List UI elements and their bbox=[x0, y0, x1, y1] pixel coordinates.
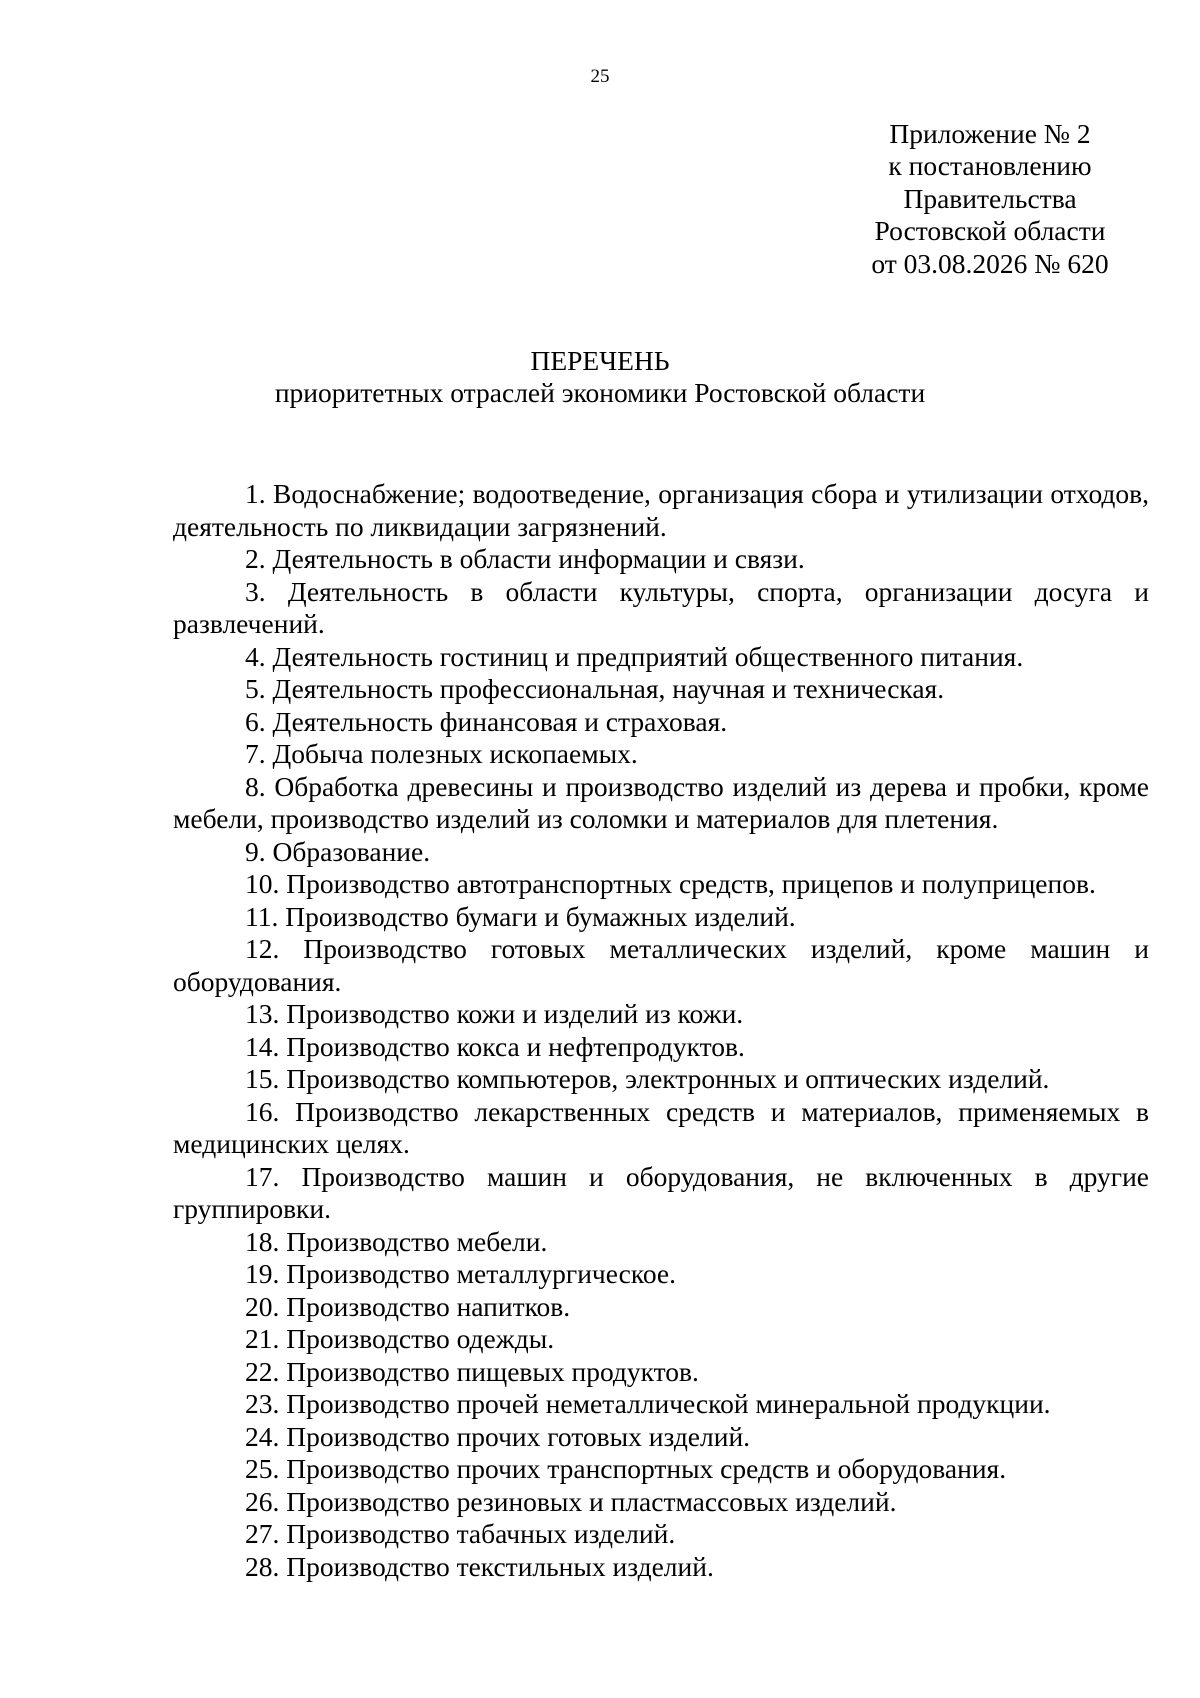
list-item-number: 28. bbox=[245, 1550, 280, 1582]
list-item-text: Производство прочей неметаллической минеральной продукции. bbox=[286, 1388, 1051, 1419]
annex-line: Ростовской области bbox=[874, 215, 1106, 247]
list-item-number: 23. bbox=[245, 1388, 280, 1419]
list-item bbox=[173, 998, 1149, 1031]
list-item-text: Производство компьютеров, электронных и оптических изделий. bbox=[286, 1063, 1050, 1094]
list-item-text: Производство текстильных изделий. bbox=[286, 1550, 714, 1582]
list-item-text: Производство готовых металлических изделий, кроме машин и оборудования. bbox=[173, 933, 1150, 997]
list-item bbox=[173, 1551, 1149, 1584]
list-item bbox=[173, 576, 1149, 641]
list-item bbox=[173, 1356, 1149, 1389]
list-item-text: Производство металлургическое. bbox=[286, 1258, 676, 1289]
list-item-number: 19. bbox=[245, 1258, 280, 1289]
list-item-text: Производство машин и оборудования, не включенных в другие группировки. bbox=[173, 1160, 1149, 1224]
list-item bbox=[173, 738, 1149, 771]
list-item-number: 24. bbox=[245, 1420, 280, 1452]
list-item-text: Производство лекарственных средств и материалов, применяемых в медицинских целях. bbox=[173, 1095, 1149, 1159]
list-item bbox=[173, 1258, 1149, 1291]
list-item-text: Производство табачных изделий. bbox=[286, 1518, 676, 1549]
list-item-text: Деятельность в области информации и связи. bbox=[272, 543, 805, 574]
list-item-text: Деятельность профессиональная, научная и техническая. bbox=[272, 673, 945, 704]
list-item-number: 14. bbox=[245, 1030, 280, 1062]
document-title: ПЕРЕЧЕНЬ bbox=[530, 345, 670, 376]
list-item-number: 10. bbox=[245, 868, 280, 899]
list-item-text: Производство резиновых и пластмассовых изделий. bbox=[286, 1485, 897, 1517]
list-item-text: Производство бумаги и бумажных изделий. bbox=[285, 900, 796, 932]
annex-line: от 03.08.2026 № 620 bbox=[871, 247, 1109, 279]
document-title-block bbox=[0, 345, 1200, 410]
list-item-text: Деятельность гостиниц и предприятий общественного питания. bbox=[272, 640, 1024, 672]
list-item-number: 15. bbox=[245, 1063, 280, 1094]
list-item-text: Деятельность в области культуры, спорта, организации досуга и развлечений. bbox=[173, 575, 1150, 639]
list-item-number: 27. bbox=[245, 1518, 280, 1549]
annex-line: к постановлению bbox=[888, 150, 1092, 182]
list-item bbox=[173, 1063, 1149, 1096]
list-item bbox=[173, 673, 1149, 706]
list-item bbox=[173, 543, 1149, 576]
list-item-number: 4. bbox=[245, 640, 266, 672]
annex-header bbox=[840, 118, 1140, 280]
list-item bbox=[173, 1453, 1149, 1486]
list-item bbox=[173, 1518, 1149, 1551]
list-item bbox=[173, 1388, 1149, 1421]
list-item-text: Производство прочих готовых изделий. bbox=[286, 1420, 751, 1452]
list-item-text: Производство напитков. bbox=[286, 1290, 571, 1322]
list-item-text: Производство кожи и изделий из кожи. bbox=[286, 998, 744, 1029]
document-subtitle: приоритетных отраслей экономики Ростовской области bbox=[274, 377, 926, 409]
list-item-number: 16. bbox=[245, 1095, 280, 1127]
list-item bbox=[173, 478, 1149, 543]
list-item-text: Водоснабжение; водоотведение, организация сбора и утилизации отходов, деятельность по ликвидации загрязнений. bbox=[173, 478, 1150, 542]
list-item-text: Обработка древесины и производство изделий из дерева и пробки, кроме мебели, производство изделий из соломки и материалов для плетения. bbox=[173, 770, 1150, 834]
annex-line: Правительства bbox=[903, 182, 1077, 214]
list-item-text: Производство кокса и нефтепродуктов. bbox=[286, 1030, 745, 1062]
list-item-text: Производство одежды. bbox=[286, 1323, 555, 1354]
list-item bbox=[173, 868, 1149, 901]
list-item-number: 22. bbox=[245, 1355, 280, 1387]
list-item bbox=[173, 901, 1149, 934]
list-item-number: 18. bbox=[245, 1225, 280, 1257]
list-item bbox=[173, 836, 1149, 869]
list-item-number: 17. bbox=[245, 1160, 280, 1192]
list-item-number: 25. bbox=[245, 1453, 280, 1484]
list-item bbox=[173, 1323, 1149, 1356]
list-item bbox=[173, 706, 1149, 739]
list-item bbox=[173, 1031, 1149, 1064]
list-item bbox=[173, 933, 1149, 998]
list-item-number: 2. bbox=[245, 543, 266, 574]
list-item-number: 7. bbox=[245, 738, 266, 769]
list-item-text: Производство прочих транспортных средств и оборудования. bbox=[286, 1453, 1007, 1484]
list-item-number: 6. bbox=[245, 705, 266, 737]
list-item bbox=[173, 1226, 1149, 1259]
list-item bbox=[173, 641, 1149, 674]
list-item-text: Образование. bbox=[272, 835, 431, 867]
list-item-text: Производство автотранспортных средств, прицепов и полуприцепов. bbox=[286, 868, 1096, 899]
list-item-number: 13. bbox=[245, 998, 280, 1029]
list-item-number: 26. bbox=[245, 1485, 280, 1517]
annex-line: Приложение № 2 bbox=[889, 118, 1091, 149]
list-item-number: 5. bbox=[245, 673, 266, 704]
list-item bbox=[173, 1096, 1149, 1161]
list-item-text: Деятельность финансовая и страховая. bbox=[272, 705, 728, 737]
list-item-text: Производство пищевых продуктов. bbox=[286, 1355, 699, 1387]
list-item bbox=[173, 1486, 1149, 1519]
list-item-number: 21. bbox=[245, 1323, 280, 1354]
list-item bbox=[173, 1291, 1149, 1324]
list-item-text: Добыча полезных ископаемых. bbox=[272, 738, 638, 769]
page-number: 25 bbox=[590, 66, 610, 87]
list-item-number: 11. bbox=[245, 900, 279, 932]
list-item-text: Производство мебели. bbox=[286, 1225, 548, 1257]
list-item-number: 20. bbox=[245, 1290, 280, 1322]
priority-sectors-list bbox=[173, 478, 1149, 1583]
list-item-number: 9. bbox=[245, 835, 266, 867]
list-item-number: 1. bbox=[245, 478, 266, 509]
list-item-number: 8. bbox=[245, 770, 266, 802]
list-item-number: 3. bbox=[245, 575, 266, 607]
list-item bbox=[173, 771, 1149, 836]
list-item bbox=[173, 1421, 1149, 1454]
list-item bbox=[173, 1161, 1149, 1226]
list-item-number: 12. bbox=[245, 933, 280, 964]
